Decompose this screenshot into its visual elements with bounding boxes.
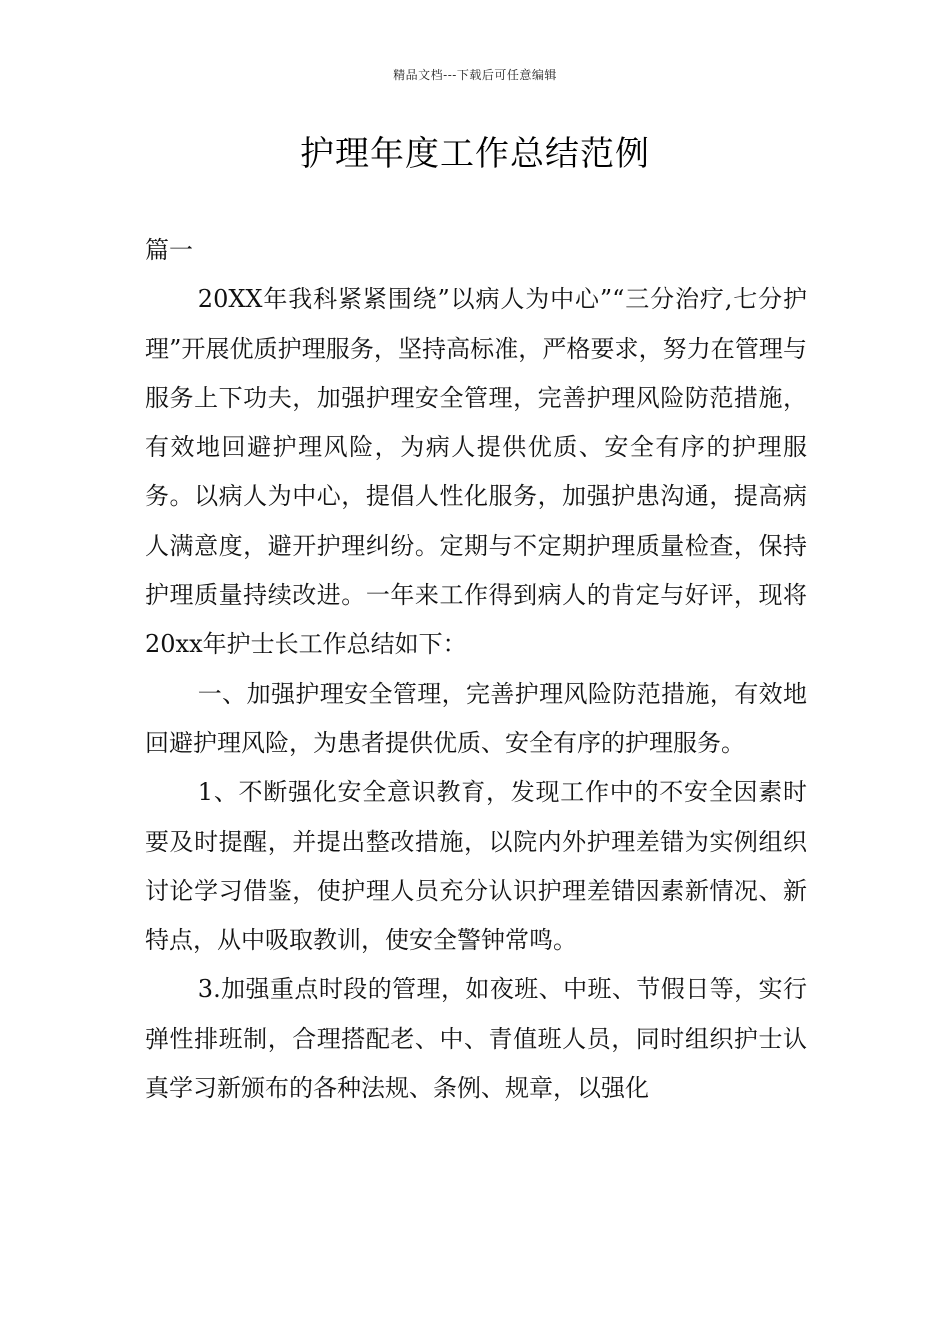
page-header: 精品文档---下载后可任意编辑 bbox=[393, 68, 557, 82]
paragraph-item-1: 1、不断强化安全意识教育，发现工作中的不安全因素时要及时提醒，并提出整改措施，以院内外护理差错为实例组织讨论学习借鉴，使护理人员充分认识护理差错因素新情况、新特点，从中吸取教训，使安全警钟常鸣。 bbox=[145, 778, 807, 955]
paragraph-intro: 20XX年我科紧紧围绕”以病人为中心”“三分治疗,七分护理”开展优质护理服务，坚持高标准，严格要求，努力在管理与服务上下功夫，加强护理安全管理，完善护理风险防范措施，有效地回避护理风险，为病人提供优质、安全有序的护理服务。以病人为中心，提倡人性化服务，加强护患沟通，提高病人满意度，避开护理纠纷。定期与不定期护理质量检查，保持护理质量持续改进。一年来工作得到病人的肯定与好评，现将20xx年护士长工作总结如下： bbox=[145, 285, 807, 659]
document-title: 护理年度工作总结范例 bbox=[300, 134, 650, 174]
section-label: 篇一 bbox=[145, 236, 193, 264]
paragraph-item-3: 3.加强重点时段的管理，如夜班、中班、节假日等，实行弹性排班制，合理搭配老、中、青值班人员，同时组织护士认真学习新颁布的各种法规、条例、规章，以强化 bbox=[145, 975, 807, 1103]
paragraph-section-one: 一、加强护理安全管理，完善护理风险防范措施，有效地回避护理风险，为患者提供优质、安全有序的护理服务。 bbox=[145, 679, 807, 757]
document-body bbox=[145, 226, 807, 1113]
